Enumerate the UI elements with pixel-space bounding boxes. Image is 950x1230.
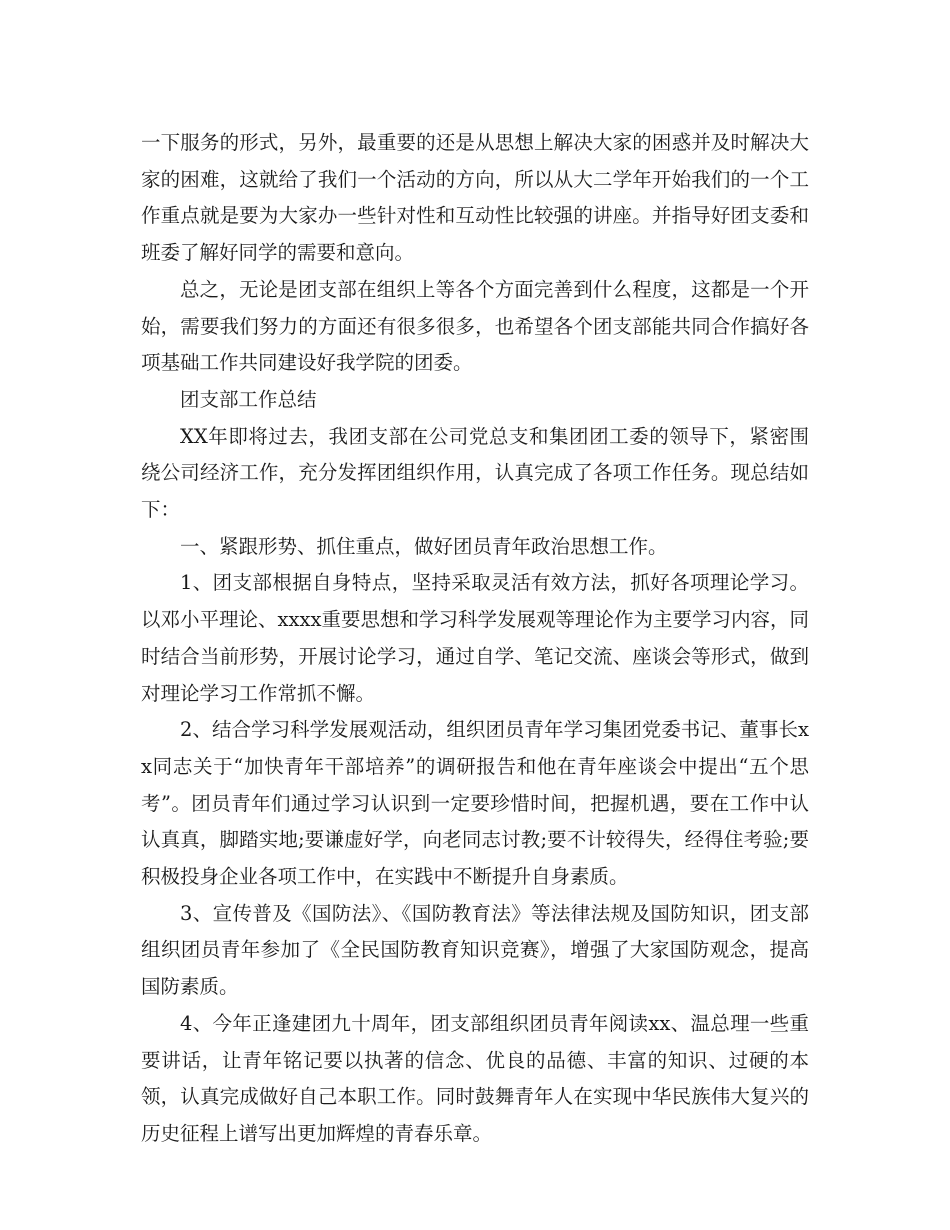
list-item-2: 2、结合学习科学发展观活动，组织团员青年学习集团党委书记、董事长xx同志关于“加快青年干部培养”的调研报告和他在青年座谈会中提出“五个思考”。团员青年们通过学习认识到一定要珍惜时间，把握机遇，要在工作中认认真真，脚踏实地;要谦虚好学，向老同志讨教;要不计较得失，经得住考验;要积极投身企业各项工作中，在实践中不断提升自身素质。 <box>141 718 809 889</box>
list-item-4: 4、今年正逢建团九十周年，团支部组织团员青年阅读xx、温总理一些重要讲话，让青年铭记要以执著的信念、优良的品德、丰富的知识、过硬的本领，认真完成做好自己本职工作。同时鼓舞青年人在实现中华民族伟大复兴的历史征程上谱写出更加辉煌的青春乐章。 <box>141 1011 809 1145</box>
paragraph-1: 一下服务的形式，另外，最重要的还是从思想上解决大家的困惑并及时解决大家的困难，这就给了我们一个活动的方向，所以从大二学年开始我们的一个工作重点就是要为大家办一些针对性和互动性比较强的讲座。并指导好团支委和班委了解好同学的需要和意向。 <box>141 131 809 265</box>
subsection-heading-1: 一、紧跟形势、抓住重点，做好团员青年政治思想工作。 <box>180 534 668 558</box>
section-heading: 团支部工作总结 <box>180 387 317 411</box>
list-item-3: 3、宣传普及《国防法》、《国防教育法》等法律法规及国防知识，团支部组织团员青年参加了《全民国防教育知识竞赛》，增强了大家国防观念，提高国防素质。 <box>141 901 809 999</box>
document-body <box>141 125 809 1153</box>
paragraph-2: 总之，无论是团支部在组织上等各个方面完善到什么程度，这都是一个开始，需要我们努力的方面还有很多很多，也希望各个团支部能共同合作搞好各项基础工作共同建设好我学院的团委。 <box>141 277 809 375</box>
list-item-1: 1、团支部根据自身特点，坚持采取灵活有效方法，抓好各项理论学习。以邓小平理论、xxxx重要思想和学习科学发展观等理论作为主要学习内容，同时结合当前形势，开展讨论学习，通过自学、笔记交流、座谈会等形式，做到对理论学习工作常抓不懈。 <box>141 571 809 705</box>
paragraph-intro: XX年即将过去，我团支部在公司党总支和集团团工委的领导下，紧密围绕公司经济工作，充分发挥团组织作用，认真完成了各项工作任务。现总结如下： <box>141 424 809 522</box>
